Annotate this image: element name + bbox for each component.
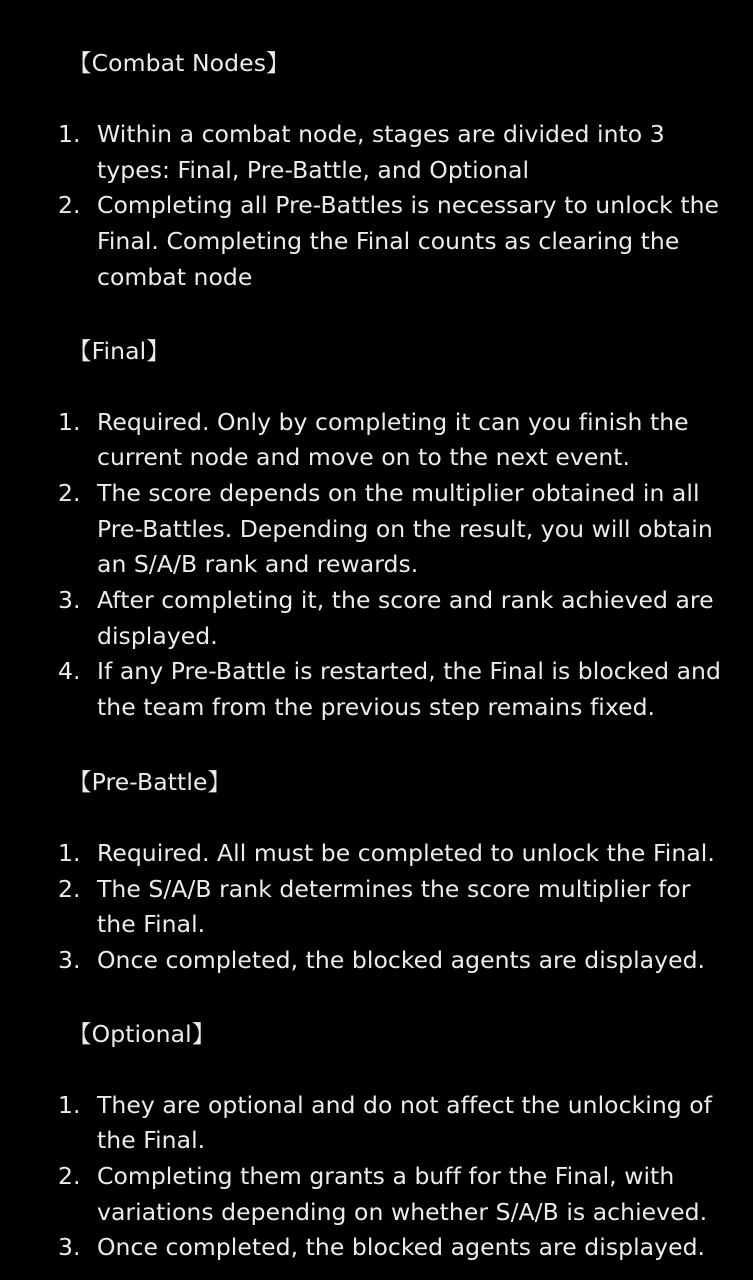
item-text: Required. All must be completed to unlock the Final. (97, 838, 715, 867)
list-item (0, 872, 753, 943)
section-heading-optional: 【Optional】 (68, 1019, 216, 1048)
list-item (0, 405, 753, 476)
list-item (0, 943, 753, 979)
list-item (0, 654, 753, 725)
item-number: 1. (58, 1090, 81, 1119)
item-text: If any Pre-Battle is restarted, the Final is blocked and the team from the previous step remains fixed. (97, 657, 721, 722)
item-number: 1. (58, 120, 81, 148)
item-number: 3. (58, 945, 81, 974)
item-number: 4. (58, 657, 81, 686)
item-number: 1. (58, 838, 81, 867)
item-text: Required. Only by completing it can you finish the current node and move on to the next event. (97, 407, 689, 472)
list-item (0, 836, 753, 872)
item-text: The score depends on the multiplier obtained in all Pre-Battles. Depending on the result, you will obtain an S/A/B rank and rewards. (97, 478, 713, 579)
item-text: Once completed, the blocked agents are displayed. (97, 945, 706, 974)
list-item (0, 117, 753, 188)
item-number: 2. (58, 874, 81, 903)
pre-battle-list (0, 836, 753, 979)
list-item (0, 1159, 753, 1230)
section-heading-pre-battle: 【Pre-Battle】 (68, 767, 232, 796)
optional-list (0, 1088, 753, 1267)
item-text: Completing them grants a buff for the Final, with variations depending on whether S/A/B is achieved. (97, 1162, 708, 1226)
item-text: Within a combat node, stages are divided into 3 types: Final, Pre-Battle, and Optional (97, 120, 665, 184)
item-number: 3. (58, 1233, 81, 1262)
optional-section (0, 1016, 753, 1267)
combat-nodes-section (0, 0, 753, 296)
item-number: 2. (58, 1162, 81, 1191)
section-heading-final: 【Final】 (68, 336, 170, 365)
final-list (0, 405, 753, 726)
pre-battle-section (0, 764, 753, 979)
final-section (0, 333, 753, 726)
item-text: Once completed, the blocked agents are displayed. (97, 1233, 706, 1262)
list-item (0, 583, 753, 654)
item-number: 2. (58, 478, 81, 507)
section-heading-combat-nodes: 【Combat Nodes】 (68, 49, 290, 77)
item-number: 3. (58, 586, 81, 615)
list-item (0, 476, 753, 583)
combat-nodes-list (0, 117, 753, 296)
item-text: The S/A/B rank determines the score multiplier for the Final. (97, 874, 691, 939)
item-text: After completing it, the score and rank achieved are displayed. (97, 586, 714, 650)
item-number: 1. (58, 407, 81, 436)
list-item (0, 1230, 753, 1266)
item-text: Completing all Pre-Battles is necessary to unlock the Final. Completing the Final counts as clearing the combat node (97, 191, 720, 291)
list-item (0, 188, 753, 295)
list-item (0, 1088, 753, 1159)
item-text: They are optional and do not affect the unlocking of the Final. (97, 1090, 712, 1155)
item-number: 2. (58, 191, 81, 220)
